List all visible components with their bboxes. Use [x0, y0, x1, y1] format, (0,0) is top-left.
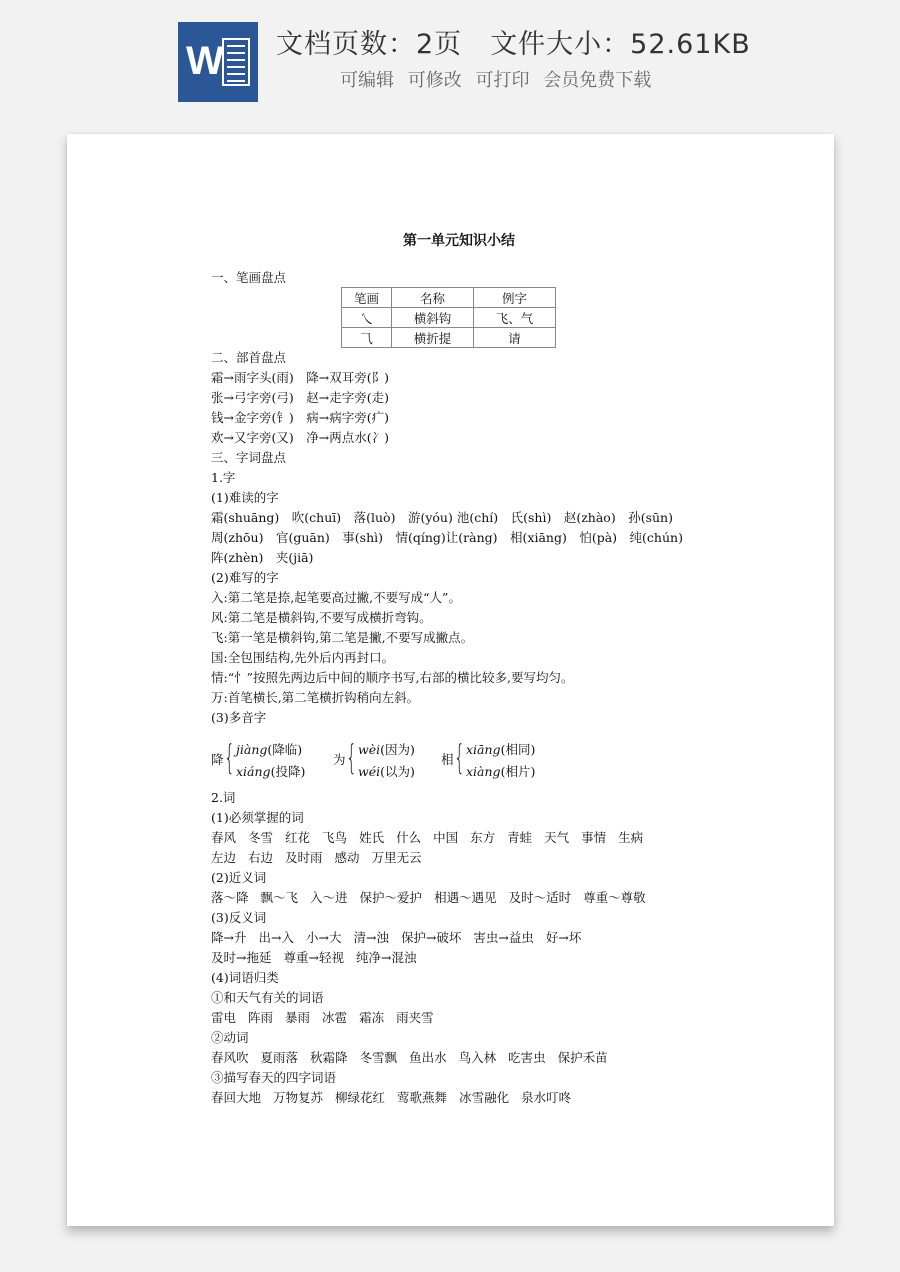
word-item: 夏雨落	[260, 1050, 299, 1065]
word-item: 雨夹雪	[396, 1010, 434, 1025]
writing-note: 入:第二笔是捺,起笔要高过撇,不要写成“人”。	[211, 590, 461, 605]
word-item: 鸟入林	[458, 1050, 497, 1065]
table-row	[342, 308, 556, 328]
document-info-banner	[0, 0, 900, 118]
word-item: 降→升	[211, 930, 247, 945]
word-item: 保护～爱护	[359, 890, 423, 905]
word-item: 好→坏	[545, 930, 582, 945]
table-header-cell: 名称	[392, 288, 474, 308]
word-item: 东方	[470, 830, 496, 845]
pinyin: wèi	[358, 742, 381, 757]
word-item: 及时雨	[285, 850, 323, 865]
table-cell: 飞、气	[474, 308, 556, 328]
word-item: 右边	[248, 850, 274, 865]
example-word: (因为)	[380, 742, 415, 757]
word-line	[211, 950, 428, 966]
polyphone-char: 为	[333, 752, 346, 767]
word-item: 保护→破坏	[400, 930, 462, 945]
pinyin-line: 周(zhōu) 官(guān) 事(shì) 情(qíng)让(ràng) 相(xiāng) 怕(pà) 纯(chún)	[211, 530, 683, 545]
table-header-cell: 例字	[474, 288, 556, 308]
word-item: 左边	[211, 850, 237, 865]
pinyin-line: 阵(zhèn) 夹(jiā)	[211, 550, 314, 565]
table-cell: 横折提	[392, 328, 474, 348]
writing-note: 风:第二笔是横斜钩,不要写成横折弯钩。	[211, 610, 432, 625]
pinyin: wéi	[358, 764, 381, 779]
section-heading: 一、笔画盘点	[211, 270, 287, 285]
document-meta	[276, 22, 751, 61]
pinyin: jiàng	[236, 742, 268, 757]
word-item: 冰雹	[322, 1010, 348, 1025]
word-line	[211, 850, 434, 866]
feature-modifiable: 可修改	[407, 70, 462, 91]
word-item: 小→大	[305, 930, 342, 945]
pinyin-line: 霜(shuāng) 吹(chuī) 落(luò) 游(yóu) 池(chí) 氏(shì) 赵(zhào) 孙(sūn)	[211, 510, 673, 525]
brace-icon: {	[346, 738, 357, 778]
word-item: 暴雨	[285, 1010, 311, 1025]
word-item: 莺歌燕舞	[397, 1090, 448, 1105]
brace-icon: {	[224, 738, 235, 778]
word-item: 及时～适时	[508, 890, 572, 905]
word-item: 吃害虫	[508, 1050, 546, 1065]
pinyin: xiáng	[236, 764, 271, 779]
pinyin: xiàng	[466, 764, 501, 779]
section-heading: 二、部首盘点	[211, 350, 287, 365]
table-header-cell: 笔画	[342, 288, 392, 308]
word-item: 泉水叮咚	[521, 1090, 572, 1105]
word-item: 感动	[334, 850, 360, 865]
table-row	[342, 328, 556, 348]
polyphone-char: 相	[441, 752, 454, 767]
pinyin: xiāng	[466, 742, 501, 757]
polyphone-reading	[466, 740, 535, 758]
radical-line: 霜→雨字头(雨) 降→双耳旁(阝)	[211, 370, 389, 385]
polyphone-char: 降	[211, 752, 224, 767]
feature-editable: 可编辑	[340, 70, 394, 91]
word-item: 中国	[433, 830, 459, 845]
subsection-heading: (3)反义词	[211, 910, 267, 925]
doc-title: 第一单元知识小结	[403, 233, 515, 249]
table-cell: 横斜钩	[392, 308, 474, 328]
table-cell: ⺄	[342, 328, 392, 348]
polyphone-reading	[358, 762, 415, 780]
word-item: 红花	[285, 830, 311, 845]
stroke-table	[341, 287, 556, 348]
word-line	[211, 890, 658, 906]
subsection-heading: (2)近义词	[211, 870, 267, 885]
subsection-heading: 1.字	[211, 470, 236, 485]
table-cell: 请	[474, 328, 556, 348]
category-heading: ③描写春天的四字词语	[211, 1070, 337, 1085]
feature-printable: 可打印	[475, 70, 530, 91]
word-item: 事情	[581, 830, 607, 845]
word-item: 秋霜降	[310, 1050, 348, 1065]
subsection-heading: (4)词语归类	[211, 970, 279, 985]
word-item: 姓氏	[359, 830, 385, 845]
word-item: 纯净→混浊	[355, 950, 417, 965]
writing-note: 国:全包围结构,先外后内再封口。	[211, 650, 395, 665]
word-item: 及时→拖延	[211, 950, 272, 965]
polyphone-reading	[466, 762, 535, 780]
example-word: (降临)	[267, 742, 303, 757]
writing-note: 万:首笔横长,第二笔横折钩稍向左斜。	[211, 690, 420, 705]
table-header-row	[342, 288, 556, 308]
feature-list	[340, 66, 659, 92]
brace-icon: {	[454, 738, 465, 778]
word-icon-letter: W	[186, 39, 224, 83]
word-item: 冬雪	[248, 830, 274, 845]
category-heading: ①和天气有关的词语	[211, 990, 324, 1005]
word-item: 青蛙	[507, 830, 533, 845]
word-item: 春风	[211, 830, 237, 845]
section-heading: 三、字词盘点	[211, 450, 287, 465]
word-item: 生病	[618, 830, 644, 845]
writing-note: 飞:第一笔是横斜钩,第二笔是撇,不要写成撇点。	[211, 630, 474, 645]
word-item: 雷电	[211, 1010, 237, 1025]
word-item: 万物复苏	[273, 1090, 324, 1105]
word-item: 害虫→益虫	[473, 930, 534, 945]
radical-line: 张→弓字旁(弓) 赵→走字旁(走)	[211, 390, 389, 405]
example-word: (投降)	[270, 764, 306, 779]
word-item: 什么	[396, 830, 422, 845]
subsection-heading: (1)必须掌握的词	[211, 810, 304, 825]
word-item: 柳绿花红	[335, 1090, 386, 1105]
word-line	[211, 930, 593, 946]
page-count: 文档页数：2页	[276, 29, 463, 60]
word-item: 落～降	[211, 890, 249, 905]
word-item: 清→浊	[353, 930, 389, 945]
word-item: 春风吹	[211, 1050, 249, 1065]
example-word: (以为)	[380, 764, 415, 779]
subsection-heading: (2)难写的字	[211, 570, 279, 585]
category-heading: ②动词	[211, 1030, 249, 1045]
file-size: 文件大小：52.61KB	[490, 29, 751, 60]
word-item: 尊重→轻视	[283, 950, 344, 965]
word-item: 出→入	[258, 930, 294, 945]
word-item: 入～进	[310, 890, 348, 905]
word-icon-lines	[222, 38, 250, 86]
word-item: 春回大地	[211, 1090, 262, 1105]
subsection-heading: (1)难读的字	[211, 490, 279, 505]
feature-member-download: 会员免费下载	[543, 70, 652, 91]
word-item: 冰雪融化	[459, 1090, 510, 1105]
word-line	[211, 1050, 620, 1066]
word-line	[211, 1090, 583, 1106]
word-line	[211, 1010, 446, 1026]
word-item: 鱼出水	[409, 1050, 447, 1065]
word-item: 霜冻	[359, 1010, 385, 1025]
polyphone-reading	[236, 740, 302, 758]
table-cell: 乀	[342, 308, 392, 328]
subsection-heading: 2.词	[211, 790, 236, 805]
example-word: (相同)	[500, 742, 536, 757]
word-item: 阵雨	[248, 1010, 274, 1025]
word-item: 万里无云	[371, 850, 422, 865]
radical-line: 欢→又字旁(又) 净→两点水(冫)	[211, 430, 389, 445]
word-icon	[178, 22, 258, 102]
example-word: (相片)	[500, 764, 536, 779]
subsection-heading: (3)多音字	[211, 710, 267, 725]
word-item: 保护禾苗	[557, 1050, 608, 1065]
word-item: 飞鸟	[322, 830, 348, 845]
radical-line: 钱→金字旁(钅) 病→病字旁(疒)	[211, 410, 389, 425]
polyphone-reading	[236, 762, 305, 780]
word-item: 冬雪飘	[359, 1050, 398, 1065]
word-item: 相遇～遇见	[434, 890, 497, 905]
writing-note: 情:“忄”按照先两边后中间的顺序书写,右部的横比较多,要写均匀。	[211, 670, 574, 685]
word-item: 飘～飞	[260, 890, 299, 905]
word-item: 天气	[544, 830, 570, 845]
word-item: 尊重～尊敬	[583, 890, 646, 905]
polyphone-reading	[358, 740, 415, 758]
word-line	[211, 830, 655, 846]
document-page	[67, 134, 834, 1226]
